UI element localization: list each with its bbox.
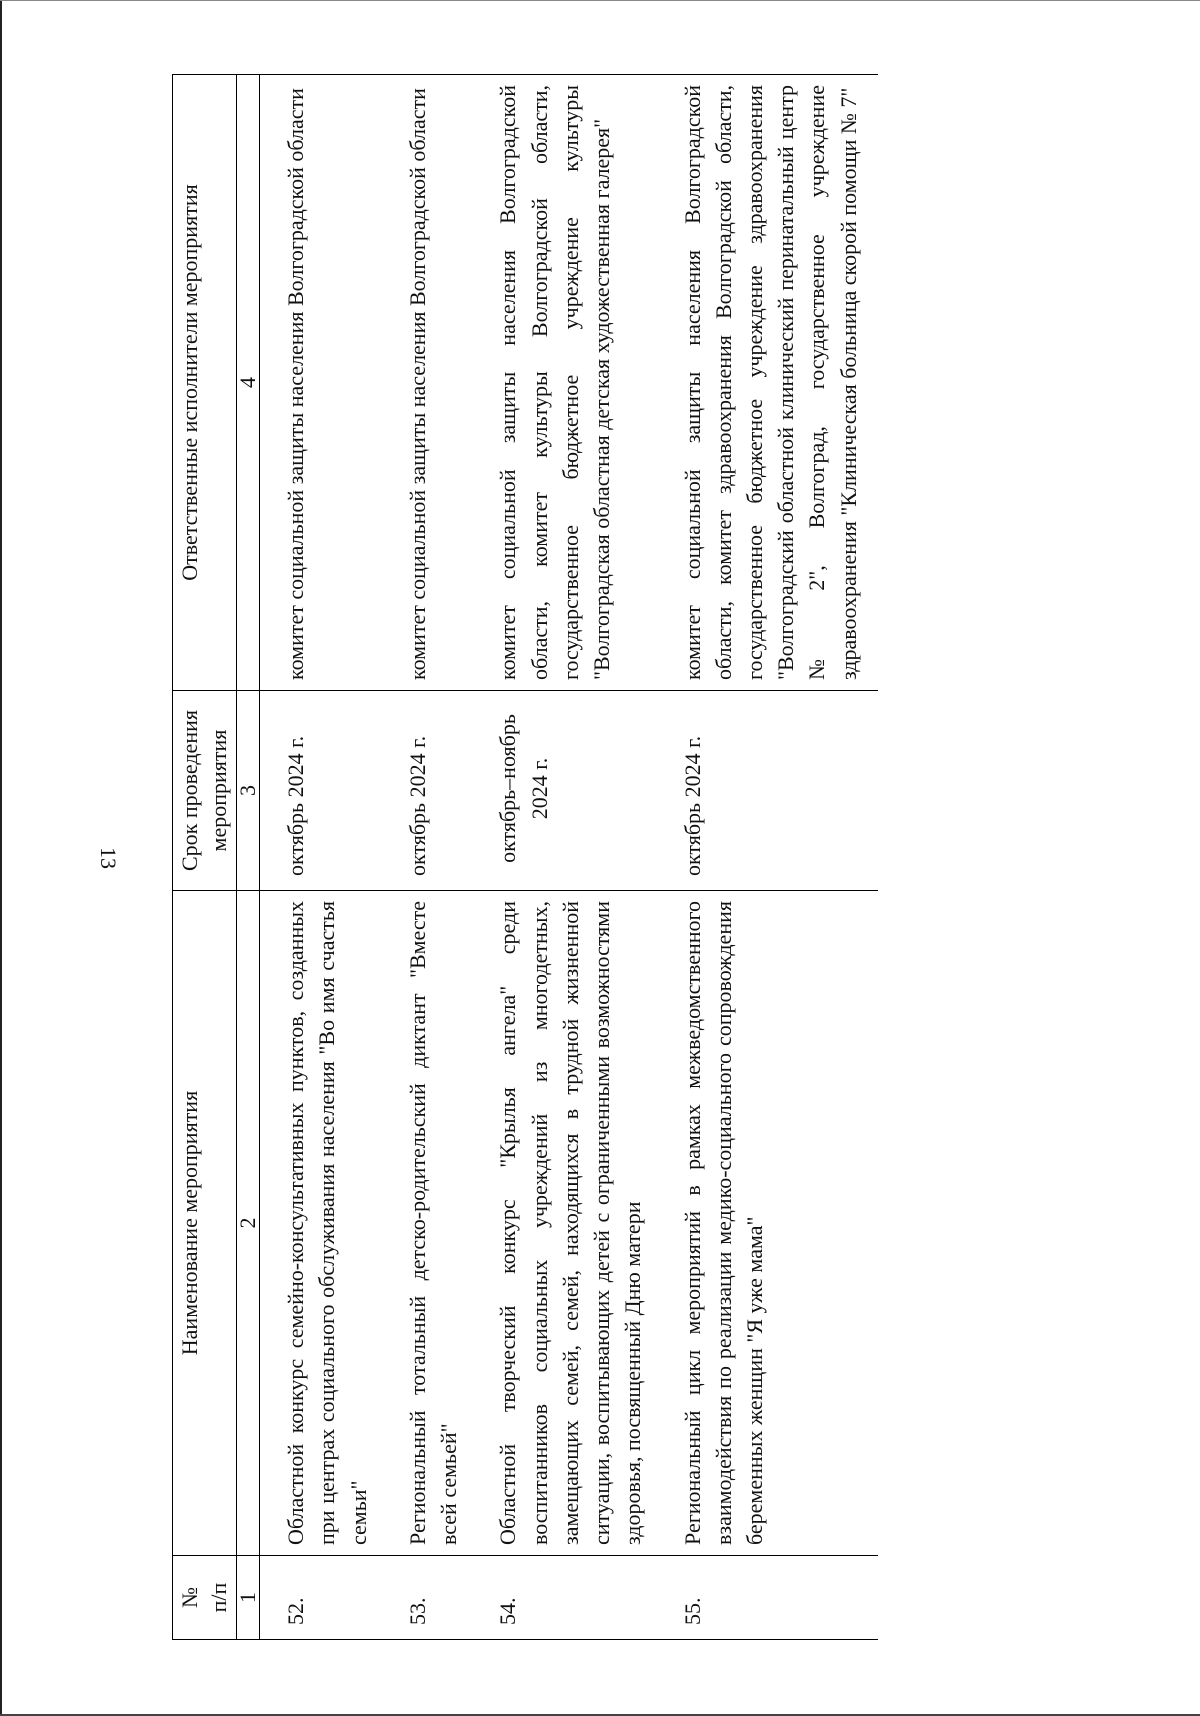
event-term: октябрь 2024 г. <box>388 691 478 891</box>
event-executors: комитет социальной защиты населения Волгоградской области <box>266 75 388 691</box>
header-executors: Ответственные исполнители мероприятия <box>173 75 237 691</box>
column-number-row <box>237 75 260 1640</box>
event-executors: комитет социальной защиты населения Волгоградской области <box>388 75 478 691</box>
scan-edge-left <box>0 0 2 1716</box>
event-term: октябрь 2024 г. <box>663 691 878 891</box>
scan-edge-top <box>0 0 1200 1</box>
table-row <box>478 75 662 1640</box>
rotated-table-container <box>172 75 1112 1640</box>
column-number: 2 <box>237 891 260 1556</box>
event-name: Областной конкурс семейно-консультативных пунктов, созданных при центрах социального обслуживания населения "Во имя счастья семьи" <box>266 891 388 1556</box>
event-executors: комитет социальной защиты населения Волгоградской области, комитет культуры Волгоградской области, государственное бюджетное учреждение культуры "Волгоградская областная детская художественная галерея" <box>478 75 662 691</box>
table-row <box>663 75 878 1640</box>
event-term: октябрь 2024 г. <box>266 691 388 891</box>
events-table <box>172 74 878 1640</box>
event-name: Региональный цикл мероприятий в рамках межведомственного взаимодействия по реализации медико-социального сопровождения беременных женщин "Я уже мама" <box>663 891 878 1556</box>
page-number: 13 <box>96 847 121 869</box>
header-row <box>173 75 237 1640</box>
event-executors: комитет социальной защиты населения Волгоградской области, комитет здравоохранения Волгоградской области, государственное бюджетное учреждение здравоохранения "Волгоградский областной клинический перинатальный центр № 2", Волгоград, государственное учреждение здравоохранения "Клиническая больница скорой помощи № 7" <box>663 75 878 691</box>
table-row <box>266 75 388 1640</box>
row-number: 53. <box>388 1556 478 1640</box>
row-number: 52. <box>266 1556 388 1640</box>
column-number: 3 <box>237 691 260 891</box>
header-num: № п/п <box>173 1556 237 1640</box>
row-number: 55. <box>663 1556 878 1640</box>
header-term: Срок проведения мероприятия <box>173 691 237 891</box>
table-row <box>388 75 478 1640</box>
event-name: Региональный тотальный детско-родительский диктант "Вместе всей семьей" <box>388 891 478 1556</box>
column-number: 4 <box>237 75 260 691</box>
header-name: Наименование мероприятия <box>173 891 237 1556</box>
event-name: Областной творческий конкурс "Крылья ангела" среди воспитанников социальных учреждений из многодетных, замещающих семей, семей, находящихся в трудной жизненной ситуации, воспитывающих детей с ограниченными возможностями здоровья, посвященный Дню матери <box>478 891 662 1556</box>
column-number: 1 <box>237 1556 260 1640</box>
event-term: октябрь–ноябрь 2024 г. <box>478 691 662 891</box>
row-number: 54. <box>478 1556 662 1640</box>
